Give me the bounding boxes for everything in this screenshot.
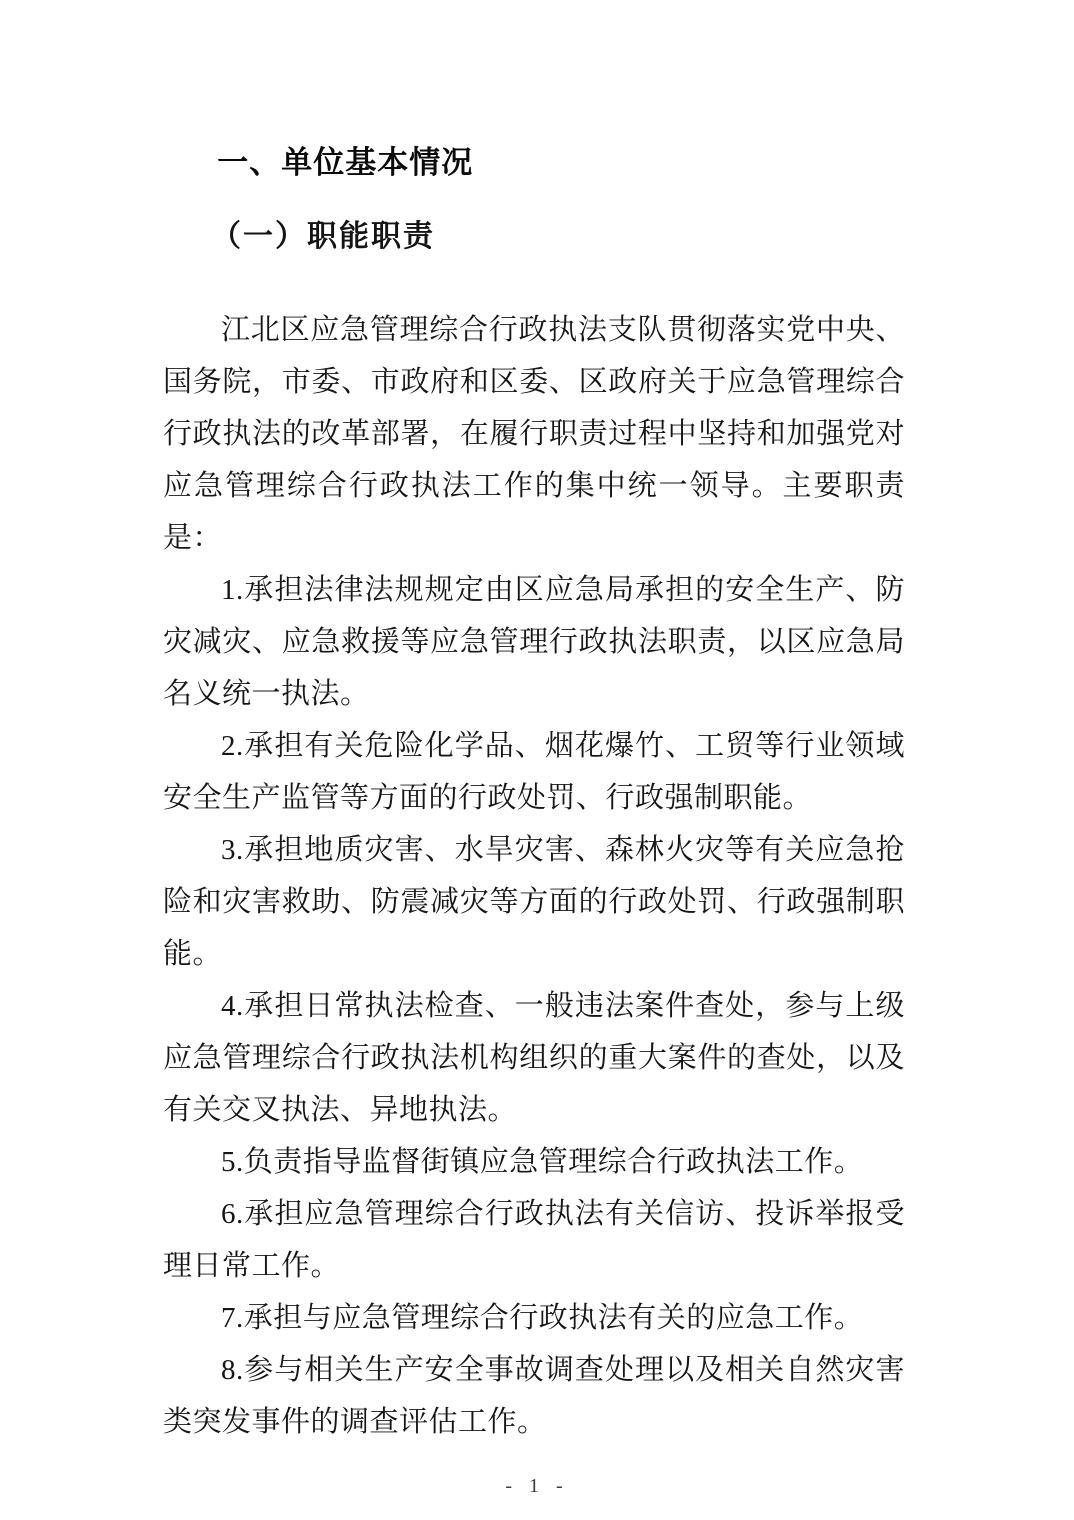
section-heading: 一、单位基本情况 (217, 145, 474, 180)
paragraph-duty-3: 3.承担地质灾害、水旱灾害、森林火灾等有关应急抢险和灾害救助、防震减灾等方面的行政处罚、行政强制职能。 (163, 834, 905, 970)
paragraph-duty-7: 7.承担与应急管理综合行政执法有关的应急工作。 (221, 1302, 864, 1334)
paragraph-duty-6: 6.承担应急管理综合行政执法有关信访、投诉举报受理日常工作。 (163, 1198, 905, 1282)
document-content (163, 0, 905, 1448)
paragraph-duty-5: 5.负责指导监督街镇应急管理综合行政执法工作。 (221, 1146, 864, 1178)
paragraph-duty-2: 2.承担有关危险化学品、烟花爆竹、工贸等行业领域安全生产监管等方面的行政处罚、行政强制职能。 (163, 730, 905, 814)
body-text (163, 304, 905, 1448)
paragraph-duty-1: 1.承担法律法规规定由区应急局承担的安全生产、防灾减灾、应急救援等应急管理行政执法职责，以区应急局名义统一执法。 (163, 574, 905, 710)
paragraph-intro: 江北区应急管理综合行政执法支队贯彻落实党中央、国务院，市委、市政府和区委、区政府关于应急管理综合行政执法的改革部署，在履行职责过程中坚持和加强党对应急管理综合行政执法工作的集中统一领导。主要职责是： (163, 314, 905, 554)
paragraph-duty-8: 8.参与相关生产安全事故调查处理以及相关自然灾害类突发事件的调查评估工作。 (163, 1354, 905, 1438)
subsection-heading: （一）职能职责 (211, 220, 435, 253)
paragraph-duty-4: 4.承担日常执法检查、一般违法案件查处，参与上级应急管理综合行政执法机构组织的重大案件的查处，以及有关交叉执法、异地执法。 (163, 990, 905, 1126)
page-number: - 1 - (505, 1475, 569, 1497)
